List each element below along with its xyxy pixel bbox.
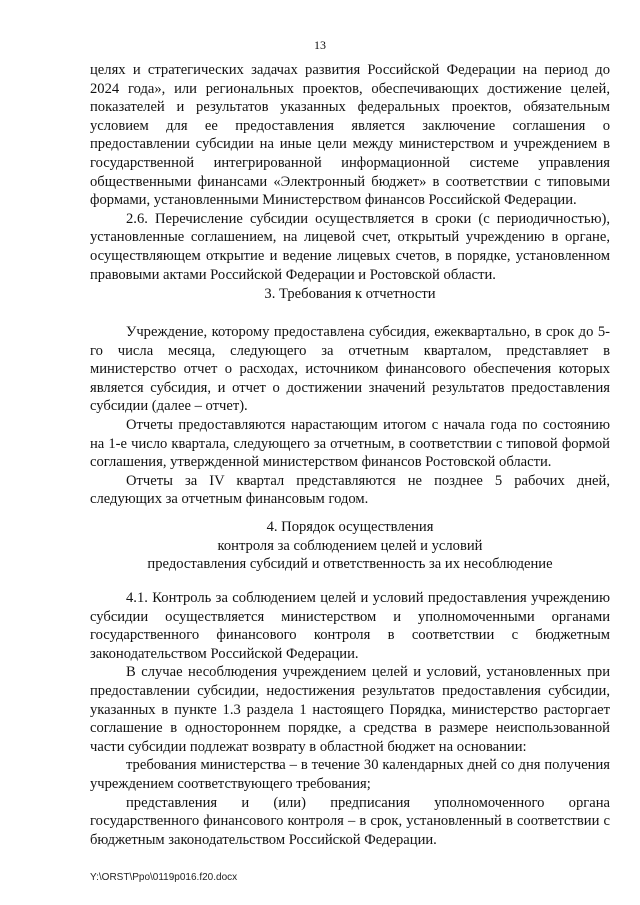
section-4-heading-block [90, 518, 610, 574]
section-4-heading-line-2: контроля за соблюдением целей и условий [217, 537, 483, 554]
block-continuation [90, 61, 610, 284]
section-4-heading-line-1: 4. Порядок осуществления [266, 519, 434, 535]
paragraph-control-order: представления и (или) предписания уполномоченного органа государственного финансового контроля – в срок, установленный в соответствии с бюджетным законодательством Российской Федерации. [90, 794, 610, 848]
section-3-heading: 3. Требования к отчетности [264, 286, 436, 302]
paragraph-2-6: 2.6. Перечисление субсидии осуществляется в сроки (с периодичностью), установленные соглашением, на лицевой счет, открытый учреждению в органе, осуществляющем открытие и ведение лицевых счетов, в порядке, установленном правовыми актами Российской Федерации и Ростовской области. [90, 210, 610, 283]
paragraph-4-1: 4.1. Контроль за соблюдением целей и условий предоставления учреждению субсидии осуществляется министерством и уполномоченными органами государственного финансового контроля в соответствии с бюджетным законодательством Российской Федерации. [90, 590, 610, 662]
paragraph-continuation: целях и стратегических задачах развития Российской Федерации на период до 2024 года», или региональных проектов, обеспечивающих достижение целей, показателей и результатов указанных федеральных проектов, обязательным условием для ее предоставления является заключение соглашения о предоставлении субсидии на иные цели между министерством и учреждением в государственной интегрированной информационной системе управления общественными финансами «Электронный бюджет» в соответствии с типовыми формами, установленными Министерством финансов Российской Федерации. [90, 62, 610, 209]
section-3-body [90, 323, 610, 509]
paragraph-ministry-demand: требования министерства – в течение 30 календарных дней со дня получения учреждением соответствующего требования; [90, 757, 610, 792]
page-number: 13 [314, 38, 326, 52]
section-4-heading-line-3: предоставления субсидий и ответственность за их несоблюдение [147, 556, 553, 573]
paragraph-report-schedule: Учреждение, которому предоставлена субсидия, ежеквартально, в срок до 5-го числа месяца, следующего за отчетным кварталом, представляет в министерство отчет о расходах, источником финансового обеспечения которых является субсидия, и отчет о достижении значений результатов предоставления субсидии (далее – отчет). [90, 324, 610, 415]
footer-file-path: Y:\ORST\Ppo\0119p016.f20.docx [90, 872, 238, 883]
paragraph-report-q4: Отчеты за IV квартал представляются не позднее 5 рабочих дней, следующих за отчетным финансовым годом. [90, 472, 610, 508]
paragraph-noncompliance: В случае несоблюдения учреждением целей и условий, установленных при предоставлении субсидии, недостижения результатов предоставления субсидии, указанных в пункте 1.3 раздела 1 настоящего Порядка, министерство расторгает соглашение в одностороннем порядке, а средства в размере неиспользованной части субсидии подлежат возврату в областной бюджет на основании: [90, 664, 610, 755]
paragraph-report-cumulative: Отчеты предоставляются нарастающим итогом с начала года по состоянию на 1-е число квартала, следующего за отчетным, в соответствии с типовой формой соглашения, утвержденной министерством финансов Ростовской области. [90, 416, 610, 471]
section-3-heading-block [90, 285, 610, 304]
section-4-body [90, 589, 610, 849]
